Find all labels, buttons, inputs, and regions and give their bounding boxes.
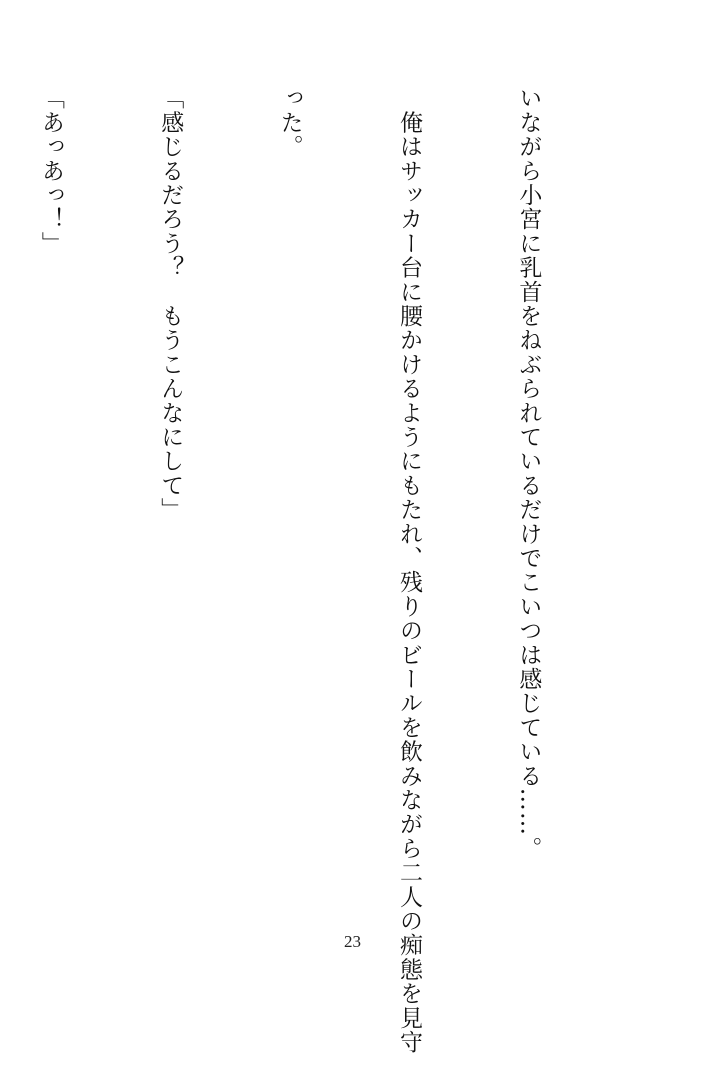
- text-line: 「感じるだろう？ もうこんなにして」: [157, 86, 184, 522]
- text-line: 俺はサッカー台に腰かけるようにもたれ、残りのビールを飲みながら二人の痴態を見守: [396, 86, 423, 1054]
- text-line: った。: [276, 86, 303, 159]
- text-line: いながら小宮に乳首をねぶられているだけでこいつは感じている……。: [515, 86, 542, 861]
- page-number: 23: [344, 932, 361, 951]
- text-line: 「あっあっ！」: [37, 86, 64, 256]
